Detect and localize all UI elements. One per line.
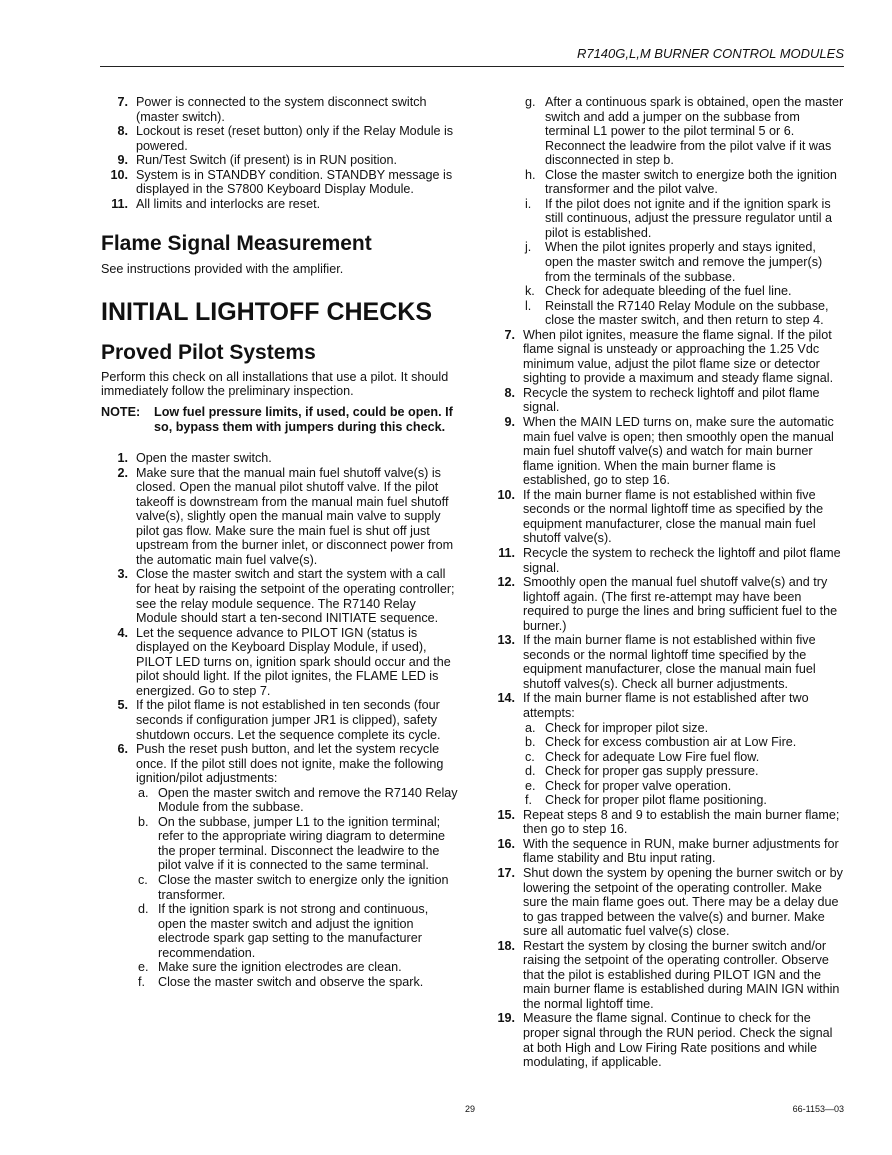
list-item: 15. Repeat steps 8 and 9 to establish the main burner flame; then go to step 16. <box>497 807 840 837</box>
list-item: 13. If the main burner flame is not established within five seconds or the normal lightoff time specified by the equipment manufacturer, close the manual main fuel shutoff valves(s). Check all burner adjustments. <box>497 633 816 691</box>
document-number: 66-1153—03 <box>792 1104 844 1114</box>
sub-item: a. Open the master switch and remove the R7140 Relay Module from the subbase. <box>138 785 458 815</box>
sub-item: j. When the pilot ignites properly and stays ignited, open the master switch and remove the jumper(s) from the terminals of the subbase. <box>525 240 823 284</box>
list-item: 16. With the sequence in RUN, make burner adjustments for flame stability and Btu input rating. <box>497 836 839 866</box>
step-text: Push the reset push button, and let the system recycle once. If the pilot still does not ignite, make the following ignition/pilot adjustments: <box>136 742 444 786</box>
list-item: 5. If the pilot flame is not established in ten seconds (four seconds if configuration jumper JR1 is clipped), safety shutdown occurs. Let the sequence complete its cycle. <box>117 698 441 742</box>
list-item: 11. All limits and interlocks are reset. <box>111 196 321 211</box>
left-column <box>101 95 458 989</box>
page-number: 29 <box>465 1104 476 1114</box>
list-item: 10. If the main burner flame is not established within five seconds or the normal lightoff time as specified by the equipment manufacturer, close the manual main fuel shutoff valve(s). <box>497 487 824 546</box>
list-item: 10. System is in STANDBY condition. STANDBY message is displayed in the S7800 Keyboard Display Module. <box>110 167 453 197</box>
main-heading: INITIAL LIGHTOFF CHECKS <box>101 297 433 326</box>
list-item: 4. Let the sequence advance to PILOT IGN (status is displayed on the Keyboard Display Module, if used), PILOT LED turns on, ignition spark should occur and the pilot should light. If the pilot ignites, the FLAME LED is energized. Go to step 7. <box>117 625 451 698</box>
sub-item: d. If the ignition spark is not strong and continuous, open the master switch and adjust the ignition electrode spark gap setting to the manufacturer recommendation. <box>138 902 429 960</box>
note-text: Low fuel pressure limits, if used, could be open. If so, bypass them with jumpers during this check. <box>154 405 453 434</box>
list-item: 14. If the main burner flame is not established after two attempts: a. Check for improper pilot size. b. Check for excess combustion air at Low Fire. c. Check for adequate Low Fire fuel flow. d. Check for proper gas supply pressure. e. Check for proper valve operation. f. Check for proper pilot flame positioning. <box>488 691 845 807</box>
note-block <box>101 405 458 434</box>
flame-signal-heading: Flame Signal Measurement <box>101 232 372 256</box>
sub-item: b. On the subbase, jumper L1 to the ignition terminal; refer to the appropriate wiring diagram to determine the proper terminal. Disconnect the leadwire to the pilot valve if it is connected to the same terminal. <box>138 814 446 873</box>
sub-item: c. Close the master switch to energize only the ignition transformer. <box>138 872 449 902</box>
sub-item: b. Check for excess combustion air at Low Fire. <box>525 735 797 750</box>
list-item: 9. When the MAIN LED turns on, make sure the automatic main fuel valve is open; then smoothly open the manual main fuel shutoff valve(s) and watch for main burner flame ignition. When the main burner flame is established, go to step 16. <box>504 415 834 488</box>
proved-pilot-intro: Perform this check on all installations that use a pilot. It should immediately follow the preliminary inspection. <box>101 369 449 399</box>
sub-item: c. Check for adequate Low Fire fuel flow. <box>525 749 760 764</box>
sub-item: i. If the pilot does not ignite and if the ignition spark is still continuous, adjust the pressure regulator until a pilot is established. <box>525 196 833 240</box>
proved-pilot-heading: Proved Pilot Systems <box>101 340 316 364</box>
list-item: 2. Make sure that the manual main fuel shutoff valve(s) is closed. Open the manual pilot shutoff valve. If the pilot takeoff is downstream from the manual main fuel shutoff valve(s), slightly open the manual main valve to supply pilot gas flow. Make sure the main fuel is shut off just upstream from the burner inlet, or disconnect power from the automatic main fuel valve(s). <box>117 465 454 567</box>
right-column <box>488 95 845 1070</box>
steps-list-continued <box>488 328 845 1070</box>
list-item: 6. Push the reset push button, and let the system recycle once. If the pilot still does not ignite, make the following ignition/pilot adjustments: a. Open the master switch and remove the R7140 Relay Module from the subbase. b. On the subbase, jumper L1 to the ignition terminal; refer to the appropriate wiring diagram to determine the proper terminal. Disconnect the leadwire to the pilot valve if it is connected to the same terminal. c. Close the master switch to energize only the ignition transformer. d. If the ignition spark is not strong and continuous, open the master switch and adjust the ignition electrode spark gap setting to the manufacturer recommendation. e. Make sure the ignition electrodes are clean. f. Close the master switch and observe the spark. <box>117 742 458 989</box>
list-item: 7. When pilot ignites, measure the flame signal. If the pilot flame signal is unsteady or approaching the 1.25 Vdc minimum value, adjust the pilot flame size or detector sighting to provide a maximum and steady flame signal. <box>504 327 834 386</box>
steps-list <box>101 451 458 989</box>
sub-item: g. After a continuous spark is obtained, open the master switch and add a jumper on the subbase from terminal L1 power to the pilot terminal 5 or 6. Reconnect the leadwire from the pilot valve if it was disconnected in step b. <box>525 95 844 168</box>
note-label: NOTE: <box>101 405 141 420</box>
list-item: 9. Run/Test Switch (if present) is in RUN position. <box>117 153 398 168</box>
sub-item: d. Check for proper gas supply pressure. <box>525 764 759 779</box>
list-item: 3. Close the master switch and start the system with a call for heat by raising the setpoint of the operating controller; see the relay module sequence. The R7140 Relay Module should start a ten-second INITIATE sequence. <box>117 567 455 626</box>
list-item: 8. Recycle the system to recheck lightoff and pilot flame signal. <box>504 385 820 415</box>
list-item: 12. Smoothly open the manual fuel shutoff valve(s) and try lightoff again. (The first re-attempt may have been required to purge the lines and bring sufficient fuel to the burner.) <box>497 575 838 633</box>
prelim-list <box>101 95 458 211</box>
page-header-title: R7140G,L,M BURNER CONTROL MODULES <box>576 46 844 61</box>
sub-item: e. Check for proper valve operation. <box>525 778 732 793</box>
flame-signal-text: See instructions provided with the amplifier. <box>101 262 344 277</box>
step-text: If the main burner flame is not established after two attempts: <box>523 691 809 720</box>
sub-item: e. Make sure the ignition electrodes are clean. <box>138 960 402 975</box>
sub-item: l. Reinstall the R7140 Relay Module on the subbase, close the master switch, and then return to step 4. <box>525 298 829 328</box>
sub-item: k. Check for adequate bleeding of the fuel line. <box>525 284 792 299</box>
step6-subs-continued <box>488 95 845 328</box>
list-item: 11. Recycle the system to recheck the lightoff and pilot flame signal. <box>498 545 841 575</box>
sub-item: f. Close the master switch and observe the spark. <box>138 974 424 989</box>
list-item: 1. Open the master switch. <box>117 451 272 466</box>
header-rule <box>100 66 844 67</box>
list-item: 18. Restart the system by closing the burner switch and/or raising the setpoint of the operating controller. Observe that the pilot is established during PILOT IGN and the main burner flame is established during MAIN IGN within the normal lightoff time. <box>497 938 840 1011</box>
sub-item: h. Close the master switch to energize both the ignition transformer and the pilot valve. <box>525 167 837 197</box>
list-item: 8. Lockout is reset (reset button) only if the Relay Module is powered. <box>117 124 454 153</box>
list-item: 7. Power is connected to the system disconnect switch (master switch). <box>117 95 427 124</box>
sub-item: f. Check for proper pilot flame positioning. <box>525 793 767 808</box>
list-item: 19. Measure the flame signal. Continue to check for the proper signal through the RUN period. Check the signal at both High and Low Firing Rate positions and while modulating, if applicable. <box>497 1011 833 1070</box>
list-item: 17. Shut down the system by opening the burner switch or by lowering the setpoint of the operating controller. Make sure the main flame goes out. There may be a delay due to gas trapped between the valve(s) and burner. Make sure all automatic fuel valve(s) close. <box>497 865 843 939</box>
sub-item: a. Check for improper pilot size. <box>525 720 709 735</box>
